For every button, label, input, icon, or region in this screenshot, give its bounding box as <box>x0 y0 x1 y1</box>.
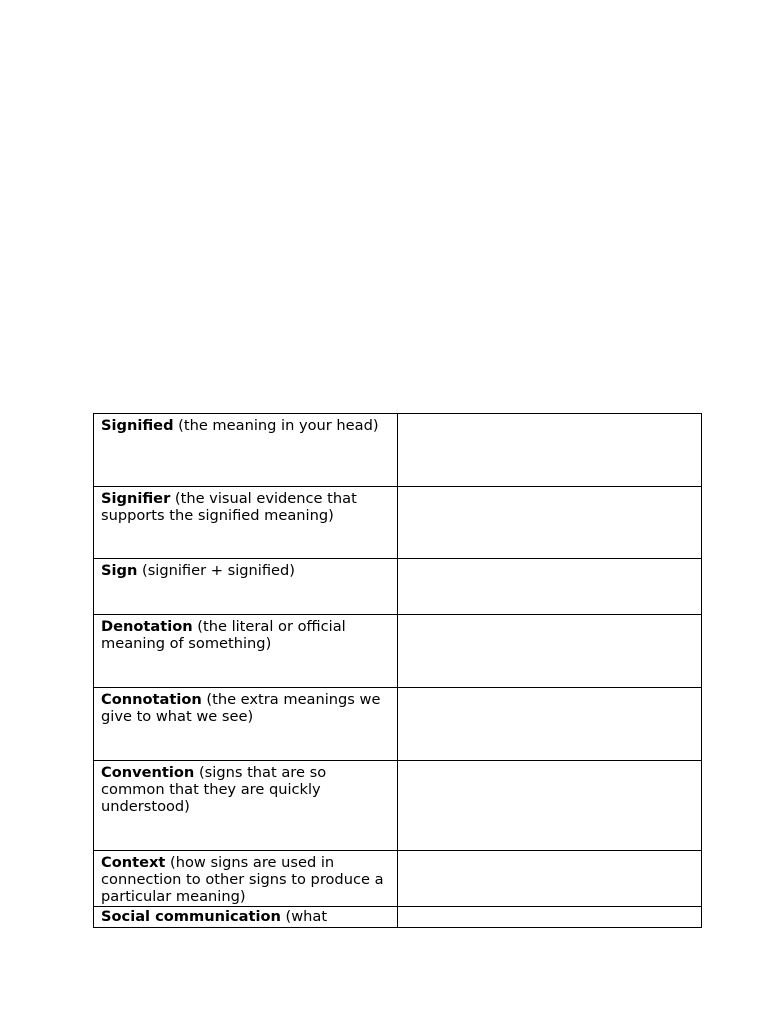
answer-cell[interactable] <box>398 559 702 615</box>
table-row <box>94 761 702 851</box>
term-description: (the meaning in your head) <box>173 417 379 434</box>
table-row <box>94 907 702 928</box>
term-label: Sign <box>101 562 138 579</box>
answer-cell[interactable] <box>398 487 702 559</box>
term-cell <box>94 615 398 688</box>
term-cell <box>94 414 398 487</box>
term-label: Connotation <box>101 691 202 708</box>
answer-cell[interactable] <box>398 414 702 487</box>
table-row <box>94 851 702 907</box>
table-row <box>94 559 702 615</box>
term-cell <box>94 559 398 615</box>
answer-cell[interactable] <box>398 851 702 907</box>
term-cell <box>94 688 398 761</box>
answer-cell[interactable] <box>398 688 702 761</box>
term-label: Convention <box>101 764 195 781</box>
term-description: (what <box>280 908 328 925</box>
answer-cell[interactable] <box>398 761 702 851</box>
answer-cell[interactable] <box>398 907 702 928</box>
term-description: (the extra meanings we give to what we see) <box>101 691 381 725</box>
term-label: Social communication <box>101 908 281 925</box>
answer-cell[interactable] <box>398 615 702 688</box>
term-description: (the literal or official meaning of something) <box>101 618 346 652</box>
term-description: (the visual evidence that supports the signified meaning) <box>101 490 357 524</box>
term-description: (signifier + signified) <box>137 562 295 579</box>
table-row <box>94 688 702 761</box>
term-cell <box>94 761 398 851</box>
term-description: (signs that are so common that they are quickly understood) <box>101 764 327 815</box>
term-label: Signified <box>101 417 174 434</box>
term-cell <box>94 487 398 559</box>
table-row <box>94 414 702 487</box>
table-row <box>94 615 702 688</box>
term-label: Signifier <box>101 490 171 507</box>
term-label: Denotation <box>101 618 193 635</box>
semiotics-terms-table <box>93 413 702 928</box>
term-cell <box>94 907 398 928</box>
term-cell <box>94 851 398 907</box>
term-description: (how signs are used in connection to other signs to produce a particular meaning) <box>101 854 384 905</box>
table-row <box>94 487 702 559</box>
term-label: Context <box>101 854 166 871</box>
